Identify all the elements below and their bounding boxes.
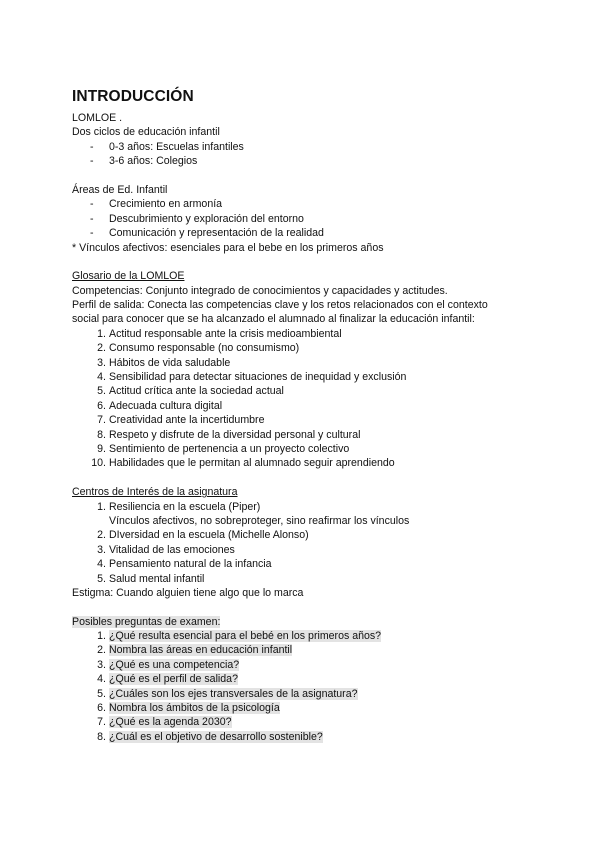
perfil-definition-line2: social para conocer que se ha alcanzado el alumnado al finalizar la educación infantil: <box>72 313 475 326</box>
lomloe-label: LOMLOE . <box>72 112 123 124</box>
perfil-item <box>72 356 542 370</box>
list-number: 6. <box>97 702 106 715</box>
perfil-item <box>72 370 542 384</box>
perfil-item <box>72 456 542 470</box>
perfil-item <box>72 399 542 413</box>
pregunta-item-text: ¿Qué es la agenda 2030? <box>109 716 232 729</box>
perfil-item <box>72 327 542 341</box>
perfil-item-text: Hábitos de vida saludable <box>109 356 231 369</box>
list-number: 7. <box>97 716 106 729</box>
centro-item-text: Salud mental infantil <box>109 572 205 585</box>
areas-heading: Áreas de Ed. Infantil <box>72 183 168 196</box>
centro-item-text: Pensamiento natural de la infancia <box>109 558 272 571</box>
pregunta-item <box>72 658 542 672</box>
list-number: 4. <box>97 673 106 686</box>
pregunta-item <box>72 643 542 657</box>
list-number: 9. <box>97 442 106 455</box>
perfil-item-text: Consumo responsable (no consumismo) <box>109 342 300 355</box>
perfil-item-text: Adecuada cultura digital <box>109 399 223 412</box>
list-number: 2. <box>97 529 106 542</box>
area-item: - Crecimiento en armonía <box>90 198 223 211</box>
dash-bullet: - <box>90 212 94 225</box>
pregunta-item <box>72 715 542 729</box>
list-number: 1. <box>97 327 106 340</box>
list-number: 4. <box>97 371 106 384</box>
perfil-item <box>72 413 542 427</box>
list-number: 5. <box>97 572 106 585</box>
glosario-heading: Glosario de la LOMLOE <box>72 270 185 283</box>
list-number: 2. <box>97 644 106 657</box>
document-page <box>72 88 542 744</box>
area-item: - Descubrimiento y exploración del entorno <box>90 212 304 225</box>
centro-item-detail: Vínculos afectivos, no sobreproteger, sino reafirmar los vínculos <box>109 514 410 527</box>
list-number: 5. <box>97 687 106 700</box>
perfil-item-text: Creatividad ante la incertidumbre <box>109 414 265 427</box>
list-number: 7. <box>97 414 106 427</box>
perfil-item <box>72 442 542 456</box>
centro-item-text: DIversidad en la escuela (Michelle Alonso) <box>109 529 309 542</box>
page-title: INTRODUCCIÓN <box>72 88 194 105</box>
pregunta-item <box>72 672 542 686</box>
list-number: 3. <box>97 543 106 556</box>
centro-item: 1. Resiliencia en la escuela (Piper) <box>72 500 542 514</box>
estigma-definition: Estigma: Cuando alguien tiene algo que lo marca <box>72 586 304 599</box>
list-number: 3. <box>97 356 106 369</box>
dash-bullet: - <box>90 140 94 153</box>
ciclo-item: - 0-3 años: Escuelas infantiles <box>90 140 244 153</box>
perfil-item-text: Habilidades que le permitan al alumnado seguir aprendiendo <box>109 457 395 470</box>
perfil-definition-line1: Perfil de salida: Conecta las competencias clave y los retos relacionados con el contexto <box>72 299 488 312</box>
perfil-item <box>72 341 542 355</box>
dash-bullet: - <box>90 227 94 240</box>
list-number: 6. <box>97 399 106 412</box>
centro-item <box>72 543 542 557</box>
pregunta-item-text: ¿Qué resulta esencial para el bebé en los primeros años? <box>109 630 382 643</box>
perfil-item-text: Respeto y disfrute de la diversidad personal y cultural <box>109 428 361 441</box>
list-number: 2. <box>97 342 106 355</box>
list-number: 3. <box>97 658 106 671</box>
pregunta-item-text: ¿Qué es una competencia? <box>109 658 240 671</box>
pregunta-item <box>72 701 542 715</box>
perfil-item-text: Sensibilidad para detectar situaciones de inequidad y exclusión <box>109 371 407 384</box>
centro-item <box>72 528 542 542</box>
ciclo-item: - 3-6 años: Colegios <box>90 155 198 168</box>
preguntas-heading: Posibles preguntas de examen: <box>72 615 221 628</box>
perfil-item <box>72 428 542 442</box>
pregunta-item-text: Nombra los ámbitos de la psicología <box>109 702 280 715</box>
list-number: 8. <box>97 428 106 441</box>
pregunta-item <box>72 730 542 744</box>
list-number: 1. <box>97 630 106 643</box>
pregunta-item-text: ¿Qué es el perfil de salida? <box>109 673 238 686</box>
list-number: 10. <box>91 457 106 470</box>
centro-item <box>72 557 542 571</box>
pregunta-item-text: ¿Cuáles son los ejes transversales de la asignatura? <box>109 687 358 700</box>
list-number: 5. <box>97 385 106 398</box>
competencias-definition: Competencias: Conjunto integrado de conocimientos y capacidades y actitudes. <box>72 284 448 297</box>
pregunta-item-text: ¿Cuál es el objetivo de desarrollo sostenible? <box>109 730 323 743</box>
pregunta-item-text: Nombra las áreas en educación infantil <box>109 644 293 657</box>
perfil-item-text: Actitud crítica ante la sociedad actual <box>109 385 284 398</box>
list-number: 8. <box>97 730 106 743</box>
list-number: 1. <box>97 500 106 513</box>
perfil-item <box>72 384 542 398</box>
centros-heading: Centros de Interés de la asignatura <box>72 486 238 499</box>
dash-bullet: - <box>90 155 94 168</box>
pregunta-item <box>72 687 542 701</box>
areas-note: * Vínculos afectivos: esenciales para el bebe en los primeros años <box>72 241 384 254</box>
ciclos-intro: Dos ciclos de educación infantil <box>72 126 220 139</box>
perfil-item-text: Sentimiento de pertenencia a un proyecto colectivo <box>109 442 350 455</box>
centro-item <box>72 572 542 586</box>
dash-bullet: - <box>90 198 94 211</box>
centro-item-text: Vitalidad de las emociones <box>109 543 235 556</box>
area-item: - Comunicación y representación de la realidad <box>90 227 324 240</box>
perfil-item-text: Actitud responsable ante la crisis medioambiental <box>109 327 342 340</box>
list-number: 4. <box>97 558 106 571</box>
pregunta-item <box>72 629 542 643</box>
